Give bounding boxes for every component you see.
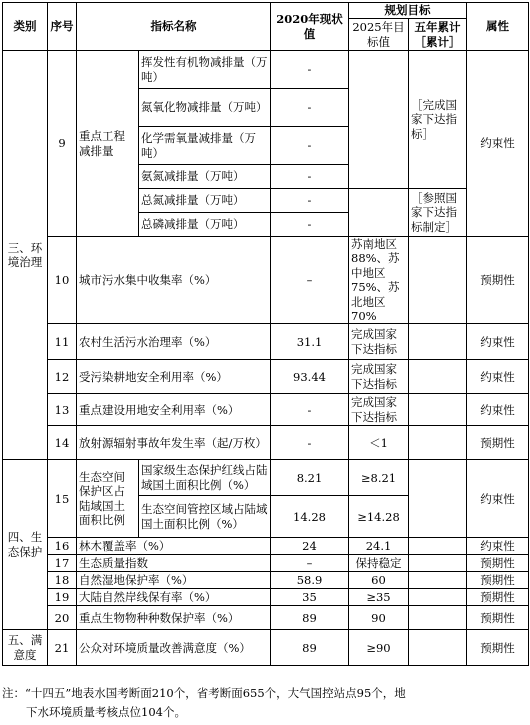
sub-indicator-value: 14.28 [271,496,349,538]
row-target-2025: 60 [349,572,409,589]
footnote-line-1: 注：“十四五”地表水国考断面210个，省考断面655个，大气国控站点95个，地 [2,686,406,700]
row-target-2025: ＜1 [349,426,409,460]
row-name: 公众对环境质量改善满意度（%） [77,630,271,666]
row-attribute: 预期性 [467,630,529,666]
target-2025-empty [349,51,409,189]
sub-indicator-name: 挥发性有机物减排量（万吨） [139,51,271,89]
row-name: 受污染耕地安全利用率（%） [77,360,271,394]
row-target-2025: 90 [349,606,409,630]
row-value-2020: 89 [271,630,349,666]
row-attribute: 约束性 [467,394,529,426]
header-target-2025: 2025年目标值 [349,19,409,51]
row-attribute: 预期性 [467,426,529,460]
sub-indicator-name: 化学需氧量减排量（万吨） [139,127,271,165]
header-plan-target: 规划目标 [349,3,467,19]
row-target-2025: 保持稳定 [349,555,409,572]
row-attribute: 约束性 [467,360,529,394]
target-2025-empty [349,189,409,237]
row-five-year [409,460,467,538]
row-value-2020: 89 [271,606,349,630]
row-five-year [409,324,467,360]
category-ecology: 四、生态保护 [3,460,48,630]
sub-indicator-name: 氮氧化物减排量（万吨） [139,89,271,127]
row-value-2020: – [271,237,349,324]
row-value-2020: - [271,426,349,460]
row-name: 放射源辐射事故年发生率（起/万枚） [77,426,271,460]
sub-indicator-name: 氨氮减排量（万吨） [139,165,271,189]
sub-indicator-value: - [271,213,349,237]
row-num: 19 [48,589,77,606]
row-num: 14 [48,426,77,460]
row-num-15: 15 [48,460,77,538]
row-name: 生态质量指数 [77,555,271,572]
row-name: 大陆自然岸线保有率（%） [77,589,271,606]
row-value-2020: - [271,394,349,426]
row-five-year [409,572,467,589]
header-indicator: 指标名称 [77,3,271,51]
row-num: 11 [48,324,77,360]
row-value-2020: 58.9 [271,572,349,589]
sub-indicator-value: - [271,51,349,89]
header-five-year: 五年累计［累计］ [409,19,467,51]
row-five-year [409,237,467,324]
footnote-line-2: 下水环境质量考核点位104个。 [26,705,186,719]
row-attribute: 预期性 [467,606,529,630]
row-num: 12 [48,360,77,394]
five-year-target-a: ［完成国家下达指标］ [409,51,467,189]
row-name: 农村生活污水治理率（%） [77,324,271,360]
sub-indicator-value: - [271,89,349,127]
row-attribute: 约束性 [467,324,529,360]
row-value-2020: 93.44 [271,360,349,394]
sub-indicator-name: 国家级生态保护红线占陆域国土面积比例（%） [139,460,271,496]
row-value-2020: 35 [271,589,349,606]
header-attribute: 属性 [467,3,529,51]
row-attribute: 预期性 [467,237,529,324]
category-satisfaction: 五、满意度 [3,630,48,666]
row-attribute: 预期性 [467,589,529,606]
indicator-table [2,2,529,666]
row-five-year [409,360,467,394]
row-target-2025: ≥90 [349,630,409,666]
row-target-2025: 24.1 [349,538,409,555]
row-num: 16 [48,538,77,555]
row-value-2020: 24 [271,538,349,555]
row-num-9: 9 [48,51,77,237]
sub-indicator-value: - [271,165,349,189]
row-num: 20 [48,606,77,630]
row-attr-9: 约束性 [467,51,529,237]
row-num: 21 [48,630,77,666]
row-name: 重点生物物种种数保护率（%） [77,606,271,630]
row-name: 城市污水集中收集率（%） [77,237,271,324]
row-name: 林木覆盖率（%） [77,538,271,555]
row-five-year [409,538,467,555]
row-five-year [409,555,467,572]
row-value-2020: 31.1 [271,324,349,360]
row-name: 自然湿地保护率（%） [77,572,271,589]
sub-indicator-value: - [271,189,349,213]
row-five-year [409,606,467,630]
row-target-2025: 完成国家下达指标 [349,394,409,426]
sub-indicator-name: 生态空间管控区域占陆域国土面积比例（%） [139,496,271,538]
sub-indicator-name: 总磷减排量（万吨） [139,213,271,237]
row-target-2025: 完成国家下达指标 [349,324,409,360]
row-five-year [409,630,467,666]
row-name: 重点建设用地安全利用率（%） [77,394,271,426]
row-value-2020: – [271,555,349,572]
row-target-2025: 完成国家下达指标 [349,360,409,394]
sub-indicator-value: - [271,127,349,165]
header-value-2020: 2020年现状值 [271,3,349,51]
header-seq: 序号 [48,3,77,51]
header-category: 类别 [3,3,48,51]
sub-indicator-value: 8.21 [271,460,349,496]
row-attribute: 预期性 [467,572,529,589]
sub-indicator-name: 总氮减排量（万吨） [139,189,271,213]
sub-indicator-target: ≥8.21 [349,460,409,496]
row-name-9: 重点工程减排量 [77,51,139,237]
row-five-year [409,394,467,426]
row-name-15: 生态空间保护区占陆域国土面积比例 [77,460,139,538]
row-attribute: 预期性 [467,555,529,572]
table-footnote [2,684,522,722]
row-five-year [409,589,467,606]
sub-indicator-target: ≥14.28 [349,496,409,538]
row-attr-15: 约束性 [467,460,529,538]
row-num: 13 [48,394,77,426]
five-year-target-b: ［参照国家下达指标制定］ [409,189,467,237]
row-attribute: 约束性 [467,538,529,555]
row-target-2025: ≥35 [349,589,409,606]
row-target-2025: 苏南地区88%、苏中地区75%、苏北地区70% [349,237,409,324]
row-num: 10 [48,237,77,324]
category-environment: 三、环境治理 [3,51,48,460]
row-num: 17 [48,555,77,572]
row-num: 18 [48,572,77,589]
row-five-year [409,426,467,460]
